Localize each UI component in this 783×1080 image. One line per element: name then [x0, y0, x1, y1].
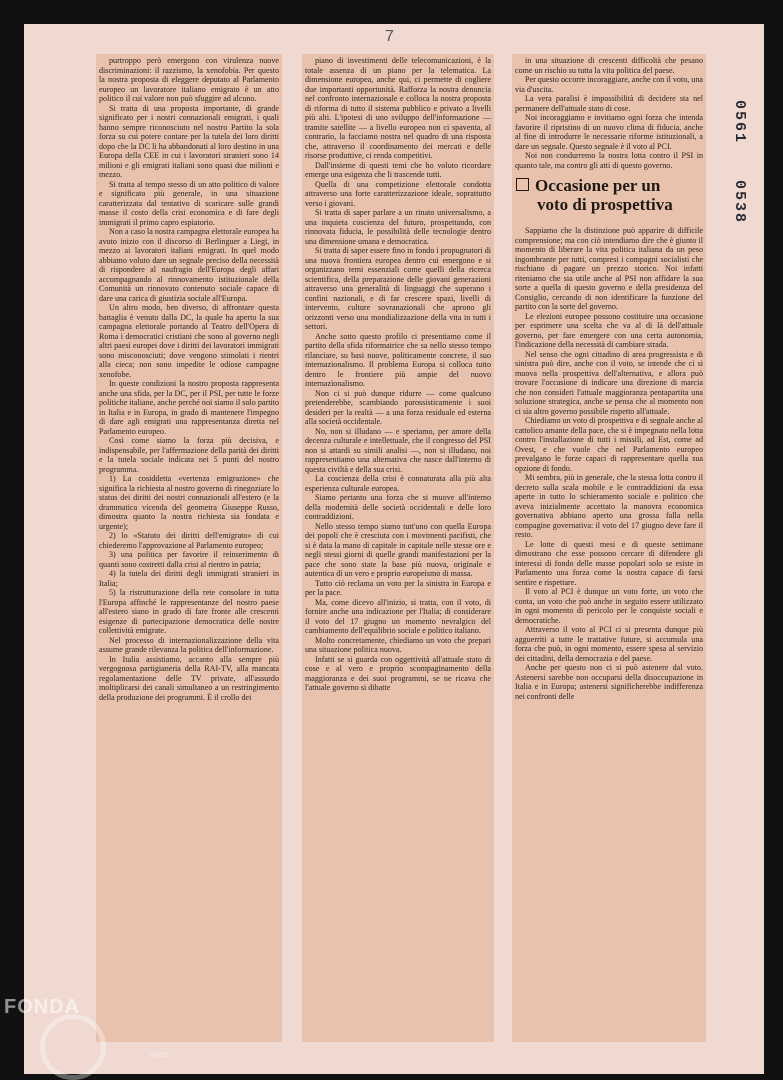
paragraph: Quella di una competizione elettorale condotta attraverso una forte caratterizzazione ideale, soprattutto verso i giovani. [305, 179, 491, 208]
paragraph: purtroppo però emergono con virulenza nuove discriminazioni: il razzismo, la xenofobia. Per questo la nostra proposta di eleggere deputato al Parlamento europeo un lavoratore italiano emigrato è un atto politico il cui valore non può sfuggire ad alcuno. [99, 56, 279, 103]
paragraph: 5) la ristrutturazione della rete consolare in tutta l'Europa affinché le rappresentanze del nostro paese all'estero siano in grado di fare fronte alle crescenti esigenze di partecipazione democratica delle nostre collettività emigrate. [99, 588, 279, 635]
archive-stamp-number: 0561 [731, 100, 748, 145]
paragraph: Ma, come dicevo all'inizio, si tratta, con il voto, di fornire anche una indicazione per l'Italia; di considerare il voto del 17 giugno un momento nevralgico del cambiamento dell'equilibrio sociale e politico italiano. [305, 597, 491, 635]
paragraph: Noi incoraggiamo e invitiamo ogni forza che intenda favorire il ripristino di un nuovo clima di fiducia, anche al fine di introdurre le necessarie riforme istituzionali, a dare un segnale. Questo segnale è il voto al PCI. [515, 113, 703, 151]
paragraph: Anche per questo non ci si può astenere dal voto. Astenersi sarebbe non occuparsi della disoccupazione in Italia e in Europa; astenersi significherebbe indifferenza nei confronti delle [515, 663, 703, 701]
paragraph: Mi sembra, più in generale, che la stessa lotta contro il decreto sulla scala mobile e le contraddizioni da essa aperte in tutto lo schieramento sociale e politico che aveva inizialmente accettato la manovra economica governativa abbiano aperto una grossa falla nella compagine governativa: il voto del 17 giugno deve fare il resto. [515, 473, 703, 539]
article-column-2 [302, 54, 494, 1042]
paragraph: Noi non condurremo la nostra lotta contro il PSI in quanto tale, ma contro gli atti di questo governo. [515, 151, 703, 170]
paragraph: Nel processo di internazionalizzazione della vita assume grande rilevanza la politica dell'informazione. [99, 635, 279, 654]
paragraph: Si tratta di una proposta importante, di grande significato per i nostri connazionali emigrati, i quali hanno sempre riconosciuto nel nostro Partito la sola forza su cui potere contare per la tutela dei loro diritti dopo che la DC li ha abbandonati al loro destino in una Europa della CEE in cui i lavoratori stranieri sono 14 milioni e gli emigrati italiani sono quasi due milioni e mezzo. [99, 103, 279, 179]
column-3-bottom-text [512, 224, 706, 701]
paragraph: 2) lo «Statuto dei diritti dell'emigrato» di cui chiederemo l'approvazione al Parlamento europeo; [99, 531, 279, 550]
section-headline [512, 176, 706, 214]
headline-box-icon [516, 178, 529, 191]
paragraph: Sappiamo che la distinzione può apparire di difficile comprensione; ma con ciò intendiamo dire che è giunto il momento di liberare la vita politica italiana da un peso ingombrante per tutti, compresi i compagni socialisti che rischiano di pagare un prezzo storico. Noi infatti riteniamo che sia utile anche al PSI non affidare la sua sorte a quella di questo governo e della presidenza del Consiglio, cercando di non identificare la funzione del partito con la sorte del governo. [515, 226, 703, 311]
paragraph: Non ci si può dunque ridurre — come qualcuno pretenderebbe, scambiando parossisticamente i suoi desideri per la realtà — a una forza residuale ed esterna alla società occidentale. [305, 388, 491, 426]
paragraph: Anche sotto questo profilo ci presentiamo come il partito della sfida riformatrice che sa nello stesso tempo rilanciare, su basi nuove, politicamente concrete, il suo internazionalismo. Il problema Europa si colloca tutto dentro le frontiere più ampie del nuovo internazionalismo. [305, 331, 491, 388]
paragraph: Tutto ciò reclama un voto per la sinistra in Europa e per la pace. [305, 578, 491, 597]
paragraph: Siamo pertanto una forza che si muove all'interno della modernità delle società occidentali e delle loro contraddizioni. [305, 493, 491, 521]
paragraph: Attraverso il voto al PCI ci si presenta dunque più agguerriti a tutte le trattative future, si accumula una forza che può, in ogni momento, essere spesa al servizio dei cittadini, della democrazia e del paese. [515, 625, 703, 663]
paragraph: Chiediamo un voto di prospettiva e di segnale anche al cattolico amante della pace, che si è impegnato nella lotta contro l'installazione di tutti i missili, ad Est, come ad Ovest, e che vuole che nel Parlamento europeo prevalgano le forze capaci di rappresentare quella sua opzione di fondo. [515, 416, 703, 473]
paragraph: Infatti se si guarda con oggettività all'attuale stato di cose e al vero e proprio scompaginamento della maggioranza e dei suoi programmi, se ne ricava che l'attuale governo si dibatte [305, 654, 491, 692]
headline-line-2: voto di prospettiva [537, 195, 673, 214]
article-column-3 [512, 54, 706, 1042]
paragraph: 3) una politica per favorire il reinserimento di quanti sono costretti dalla crisi al rientro in patria; [99, 550, 279, 569]
paragraph: Le lotte di questi mesi e di queste settimane dimostrano che esse possono cercare di difendere gli interessi di fondo delle masse popolari solo se esiste in Parlamento una forza come la nostra capace di farsi sentire e rispettare. [515, 539, 703, 587]
watermark-logo-text: FONDA [4, 996, 81, 1018]
paragraph: Per questo occorre incoraggiare, anche con il voto, una via d'uscita. [515, 75, 703, 94]
paragraph: piano di investimenti delle telecomunicazioni, è la totale assenza di un piano per la telematica. La dimensione europea, anche qui, ci permette di cogliere due importanti opportunità. Rafforza la nostra denuncia nel confronto internazionale e colloca la nostra proposta di riforma di tutto il sistema pubblico e privato a livelli più alti. L'ipotesi di uno sviluppo dell'informazione — tramite satellite — a livello europeo non ci spaventa, al contrario, la facciamo nostra nel quadro di una risposta che, attraverso il coordinamento dei mercati e delle risorse produttive, ci renda competitivi. [305, 56, 491, 160]
archive-stamp-number: 0538 [731, 180, 748, 225]
paragraph: Nel senso che ogni cittadino di area progressista e di sinistra può dire, anche con il voto, se intende che ci si muova nella prospettiva dell'alternativa, e allora può trovare l'occasione di indicare una direzione di marcia che non consideri l'attuale maggioranza pentapartita una soluzione strategica, anche se pensa che al momento non ci sia altro governo possibile rispetto all'attuale. [515, 349, 703, 416]
paragraph: Si tratta di saper parlare a un rinato universalismo, a una inquieta coscienza del futuro, prospettando, con rinnovata fiducia, le possibilità delle tecnologie dentro una dimensione umana e democratica. [305, 208, 491, 246]
watermark-subtext: mitos [150, 1050, 170, 1059]
paragraph: La coscienza della crisi è connaturata alla più alta esperienza culturale europea. [305, 474, 491, 493]
paragraph: Non a caso la nostra campagna elettorale europea ha avuto inizio con il discorso di Berlinguer a Liegi, in mezzo ai lavoratori italiani emigrati. In quel modo abbiamo voluto dare un segnale preciso della necessità di rispondere al naufragio dell'Europa degli affari accompagnando al rinnovamento istituzionale della Comunità un rinnovato contenuto sociale capace di dare una carica di giustizia sociale all'Europa. [99, 227, 279, 303]
paragraph: Il voto al PCI è dunque un voto forte, un voto che conta, un voto che può anche in seguito essere utilizzato in ogni momento di pericolo per le conquiste sociali e democratiche. [515, 587, 703, 625]
column-2-text [302, 54, 494, 693]
paragraph: In queste condizioni la nostro proposta rappresenta anche una sfida, per la DC, per il PSI, per tutte le forze politiche italiane, anche perché noi siamo il solo partito in Italia e in Europa, in grado di mantenere l'impegno di dare agli emigrati una rappresentanza diretta nel Parlamento europeo. [99, 379, 279, 436]
column-3-top-text [512, 54, 706, 170]
article-column-1 [96, 54, 282, 1042]
paragraph: Dall'insieme di questi temi che ho voluto ricordare emerge una esigenza che li trascende tutti. [305, 160, 491, 179]
paragraph: 1) La cosiddetta «vertenza emigrazione» che significa la richiesta al nostro governo di rinegoziare lo status dei diritti dei nostri connazionali all'estero (e la drammatica vicenda del geometra Giuseppe Russo, dimostra quanto la nostra richiesta sia fondata e urgente); [99, 474, 279, 531]
paragraph: La vera paralisi è impossibilità di decidere sta nel permanere dell'attuale stato di cose. [515, 94, 703, 113]
paragraph: Si tratta di saper essere fino in fondo i propugnatori di una nuova frontiera europea dentro cui emergono e si organizzano temi essenziali come quelli della ricerca scientifica, della preparazione delle giovani generazioni attraverso una generalità di linguaggi che superano i confini nazionali, e di far crescere spazi, livelli di intervento, culture sovranazionali che aprono gli orizzonti verso una mondializzazione della vita in tutti i settori. [305, 246, 491, 331]
paragraph: Nello stesso tempo siamo tutt'uno con quella Europa dei popoli che è cresciuta con i movimenti pacifisti, che si è data la mano di capitale in capitale nelle stesse ore e negli stessi giorni di quelle grandi manifestazioni per la pace che sono state la base più nuova, originale e autentica di un vero e proprio europeismo di massa. [305, 521, 491, 578]
paragraph: Si tratta al tempo stesso di un atto politico di valore e significato più generale, in una situazione caratterizzata dal tentativo di scaricare sulle grandi masse il costo della crisi economica e di fare degli immigrati il primo capro espiatorio. [99, 179, 279, 227]
paragraph: in una situazione di crescenti difficoltà che pesano come un rischio su tutta la vita politica del paese. [515, 56, 703, 75]
paragraph: Così come siamo la forza più decisiva, e indispensabile, per l'affermazione della parità dei diritti e la tutela sociale indicata nei 5 punti del nostro programma. [99, 436, 279, 474]
paragraph: 4) la tutela dei diritti degli immigrati stranieri in Italia; [99, 569, 279, 588]
paragraph: Un altro modo, ben diverso, di affrontare questa battaglia è venuto dalla DC, la quale ha aperto la sua campagna elettorale portando al Teatro dell'Opera di Roma i democratici cristiani che sono al governo negli altri paesi europei dove i diritti dei lavoratori immigrati sono misconosciuti; dove vengono stimolati i rientri alla cieca; non sono impedite le odiose campagne xenofobe. [99, 303, 279, 379]
page-number-mark: 7 [385, 28, 394, 45]
headline-line-1: Occasione per un [535, 176, 661, 195]
paragraph: In Italia assistiamo, accanto alla sempre più vergognosa partigianeria della RAI-TV, alla mancata regolamentazione delle TV private, all'assurdo moltiplicarsi dei canali simultaneo a un restringimento della produzione dei programmi. È il crollo dei [99, 654, 279, 702]
paragraph: Le elezioni europee possono costituire una occasione per esprimere una scelta che va al di là dell'attuale governo, per fare emergere con una certa autonomia, l'indicazione della necessità di cambiare strada. [515, 311, 703, 349]
watermark-circle-icon [40, 1014, 106, 1080]
paragraph: Molto concretamente, chiediamo un voto che prepari una situazione politica nuova. [305, 635, 491, 654]
column-1-text [96, 54, 282, 702]
paragraph: No, non si illudano — e speriamo, per amore della decenza culturale e intellettuale, che il congresso del PSI non si attardi su simili analisi —, non si illudano, noi rappresentiamo una alternativa che nasce dall'interno di questa civiltà e della sua crisi. [305, 426, 491, 474]
